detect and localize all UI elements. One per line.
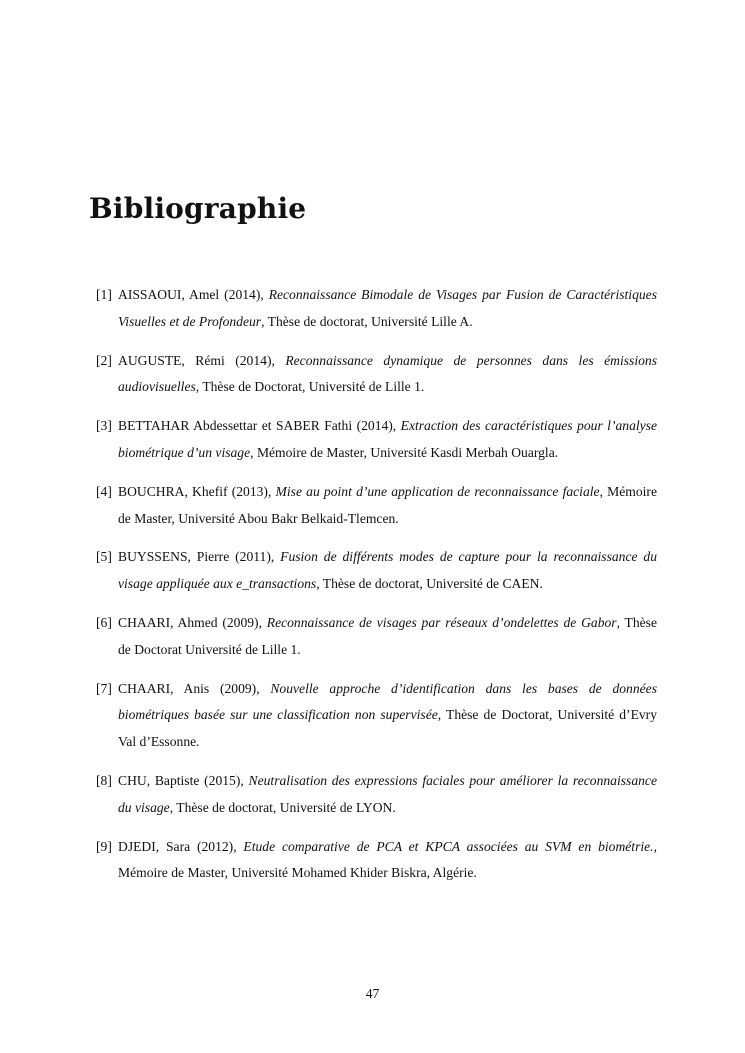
reference-item xyxy=(96,348,657,402)
reference-publication: , Thèse de doctorat, Université de CAEN. xyxy=(316,576,543,592)
reference-number: [1] xyxy=(96,287,112,302)
reference-item xyxy=(96,282,657,336)
reference-title: Fusion de différents modes de capture pour la reconnaissance du visage appliquée aux e_transactions xyxy=(118,549,657,592)
reference-item xyxy=(96,479,657,533)
reference-authors: DJEDI, Sara (2012), xyxy=(118,838,244,854)
reference-publication: , Mémoire de Master, Université Abou Bakr Belkaid-Tlemcen. xyxy=(118,483,657,526)
reference-item xyxy=(96,413,657,467)
reference-item xyxy=(96,676,657,756)
reference-authors: CHAARI, Ahmed (2009), xyxy=(118,614,267,630)
reference-publication: , Thèse de doctorat, Université de LYON. xyxy=(169,799,396,815)
reference-authors: BETTAHAR Abdessettar et SABER Fathi (2014), xyxy=(118,418,401,434)
page-number: 47 xyxy=(365,986,380,1001)
reference-item xyxy=(96,768,657,822)
reference-authors: CHAARI, Anis (2009), xyxy=(118,680,271,696)
reference-title: Extraction des caractéristiques pour l’analyse biométrique d’un visage xyxy=(118,418,657,460)
reference-number: [3] xyxy=(96,418,112,434)
reference-authors: BUYSSENS, Pierre (2011), xyxy=(118,549,281,565)
reference-authors: BOUCHRA, Khefif (2013), xyxy=(118,483,276,499)
reference-item xyxy=(96,834,657,888)
reference-publication: , Thèse de Doctorat, Université d’Evry Val d’Essonne. xyxy=(118,707,658,750)
reference-number: [6] xyxy=(96,614,112,630)
reference-title: Mise au point d’une application de reconnaissance faciale xyxy=(275,483,600,499)
reference-number: [8] xyxy=(96,772,112,788)
reference-publication: , Thèse de Doctorat Université de Lille 1. xyxy=(118,614,657,657)
reference-publication: , Mémoire de Master, Université Kasdi Merbah Ouargla. xyxy=(250,444,559,460)
reference-number: [5] xyxy=(96,549,112,565)
reference-authors: CHU, Baptiste (2015), xyxy=(118,772,249,788)
reference-publication: , Thèse de Doctorat, Université de Lille 1. xyxy=(195,379,425,395)
reference-authors: AISSAOUI, Amel (2014), xyxy=(118,287,269,302)
reference-authors: AUGUSTE, Rémi (2014), xyxy=(118,352,286,368)
reference-title: Reconnaissance dynamique de personnes dans les émissions audiovisuelles xyxy=(118,352,657,395)
reference-title: Neutralisation des expressions faciales pour améliorer la reconnaissance du visage xyxy=(118,772,657,815)
reference-item xyxy=(96,610,657,664)
reference-number: [9] xyxy=(96,838,112,854)
reference-title: Reconnaissance de visages par réseaux d’ondelettes de Gabor xyxy=(266,614,617,630)
reference-number: [4] xyxy=(96,483,112,499)
reference-item xyxy=(96,544,657,598)
reference-list xyxy=(96,282,657,899)
reference-title: Etude comparative de PCA et KPCA associées au SVM en biométrie. xyxy=(243,838,654,854)
reference-number: [2] xyxy=(96,352,112,368)
reference-publication: , Mémoire de Master, Université Mohamed Khider Biskra, Algérie. xyxy=(118,838,657,881)
reference-publication: , Thèse de doctorat, Université Lille A. xyxy=(261,313,473,329)
reference-title: Nouvelle approche d’identification dans les bases de données biométriques basée sur une classification non supervisée xyxy=(118,680,657,723)
reference-number: [7] xyxy=(96,680,112,696)
page-title: Bibliographie xyxy=(89,192,307,225)
reference-title: Reconnaissance Bimodale de Visages par Fusion de Caractéristiques Visuelles et de Profondeur xyxy=(118,287,657,329)
